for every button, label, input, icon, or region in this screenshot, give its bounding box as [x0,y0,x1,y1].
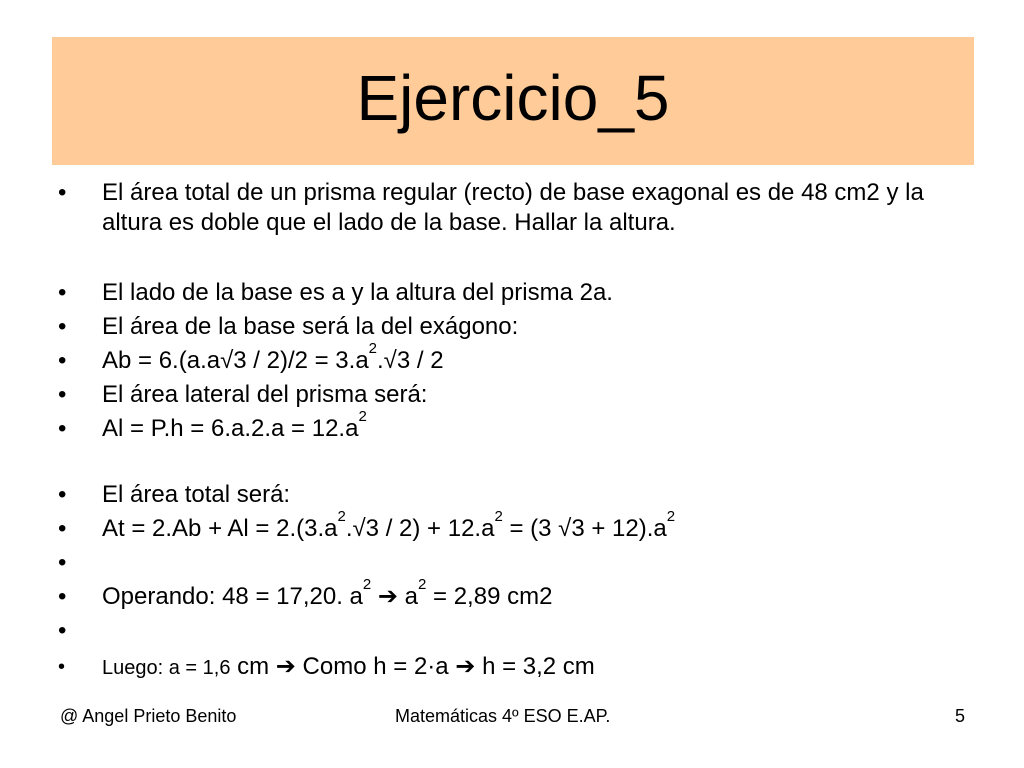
bullet-item [58,278,973,308]
bullet-item [58,576,973,612]
formula-luego: Luego: a = 1,6 cm ➔ Como h = 2·a ➔ h = 3,2 cm [102,653,595,680]
formula-operando: Operando: 48 = 17,20. $a^2$ ➔ $a^2 = 2,89$ cm2 [102,576,553,610]
bullet-dot: • [58,549,67,576]
bullet-dot: • [58,313,67,340]
bullet-dot: • [58,481,67,508]
bullet-item [58,508,973,544]
bullet-text: El lado de la base es a y la altura del prisma 2a. [102,279,613,306]
bullet-item [58,178,973,238]
bullet-item [58,408,973,444]
footer-page-number: 5 [955,706,966,726]
bullet-item-empty [58,616,973,646]
title-band [52,37,974,165]
bullet-text: El área de la base será la del exágono: [102,313,519,340]
bullet-item [58,480,973,510]
bullet-list [58,178,973,683]
formula-at: $At = 2.Ab + Al = 2.(3.a^2.√3 / 2) + 12.a^2 = (3$ $√3 + 12).a^2$ [102,508,676,542]
bullet-dot: • [58,617,67,644]
bullet-dot: • [58,347,67,374]
bullet-dot: • [58,515,67,542]
bullet-item [58,652,973,683]
bullet-text: El área total será: [102,481,291,508]
bullet-item-empty [58,548,973,578]
bullet-dot: • [58,656,66,678]
bullet-dot: • [58,583,67,610]
bullet-item [58,312,973,342]
footer-author: @ Angel Prieto Benito [60,706,237,726]
bullet-dot: • [58,415,67,442]
bullet-text: El área lateral del prisma será: [102,381,428,408]
slide-title: Ejercicio_5 [356,62,670,134]
bullet-item [58,380,973,410]
bullet-dot: • [58,179,67,206]
bullet-dot: • [58,279,67,306]
bullet-text: El área total de un prisma regular (recto) de base exagonal es de 48 cm2 y la altura es doble que el lado de la base. Hallar la altura. [102,179,924,236]
bullet-item [58,340,973,376]
formula-al: $Al = P.h = 6.a.2.a = 12.a^2$ [102,408,367,442]
footer-course: Matemáticas 4º ESO E.AP. [395,706,611,726]
bullet-dot: • [58,381,67,408]
formula-ab: $Ab = 6.(a.a√3 / 2)/2 = 3.a^2.√3 / 2$ [102,340,444,374]
